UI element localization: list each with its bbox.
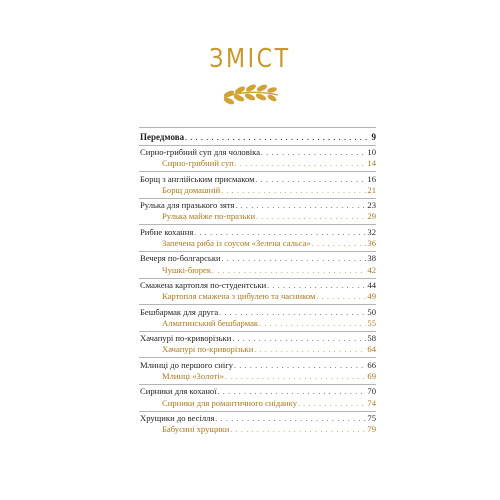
toc-row-recipe[interactable] xyxy=(140,290,376,303)
toc-title: Сирники для коханої xyxy=(140,386,217,397)
toc-title: Картопля смажена з цибулею та часником xyxy=(162,291,316,302)
entry-divider xyxy=(139,198,376,199)
leader-dots xyxy=(185,132,370,145)
toc-title: Млинці «Золоті» xyxy=(162,371,224,381)
toc-page: 10 xyxy=(367,147,376,157)
toc-title: Сирно-грибний суп xyxy=(162,158,234,169)
toc-page: 36 xyxy=(367,238,376,248)
toc-page: 55 xyxy=(367,317,376,328)
toc-page: 14 xyxy=(367,158,376,169)
toc-title: Сирно-грибний суп для чоловіка xyxy=(140,147,261,157)
contents-heading: ЗМІСТ xyxy=(209,44,291,74)
leader-dots xyxy=(256,211,366,224)
leader-dots xyxy=(259,318,366,331)
leader-dots xyxy=(230,424,366,437)
toc-title: Борщ з англійським присмаком xyxy=(140,173,255,184)
toc-page: 16 xyxy=(367,173,376,184)
toc-title: Млинці до першого снігу xyxy=(140,359,234,370)
toc-page: 64 xyxy=(367,344,376,355)
toc-title: Борщ домашній xyxy=(162,184,221,195)
leader-dots xyxy=(225,371,366,384)
leader-dots xyxy=(235,158,367,171)
toc-title: Бешбармак для друга xyxy=(140,306,219,317)
toc-page: 32 xyxy=(367,226,376,237)
toc-title: Вечеря по-болгарськи xyxy=(140,253,221,264)
entry-divider xyxy=(139,278,376,279)
entry-divider xyxy=(139,304,376,305)
toc-page: 79 xyxy=(367,424,376,435)
entry-divider xyxy=(139,411,376,412)
toc-page: 42 xyxy=(367,264,376,275)
toc-page: 49 xyxy=(367,291,376,302)
entry-divider xyxy=(139,384,376,385)
toc-page: 75 xyxy=(367,413,376,423)
toc-row-recipe[interactable] xyxy=(140,397,376,410)
toc-title: Хачапурі по-криворізьки xyxy=(140,333,232,344)
toc-row-recipe[interactable] xyxy=(140,343,376,356)
entry-divider xyxy=(139,251,376,252)
toc-page: 58 xyxy=(367,333,376,344)
toc-row-recipe[interactable] xyxy=(140,423,376,436)
toc-page: 21 xyxy=(367,184,376,195)
toc-page: 29 xyxy=(367,211,376,222)
laurel-branch-icon xyxy=(216,82,284,108)
leader-dots xyxy=(221,185,366,198)
toc-row-recipe[interactable] xyxy=(140,264,376,277)
toc-row-recipe[interactable] xyxy=(140,157,376,170)
toc-title: Рибне кохання xyxy=(140,226,194,237)
toc-page: 38 xyxy=(367,253,376,264)
entry-divider xyxy=(139,331,376,332)
entry-divider xyxy=(139,145,376,146)
toc-title: Алматинський бешбармак xyxy=(162,317,259,328)
toc-page: 69 xyxy=(367,371,376,381)
leader-dots xyxy=(312,238,367,251)
entry-divider xyxy=(139,357,376,358)
entry-divider xyxy=(139,224,376,225)
leader-dots xyxy=(316,291,366,304)
toc-title: Передмова xyxy=(140,132,185,142)
leader-dots xyxy=(254,344,366,357)
toc-title: Хачапурі по-криворізьки xyxy=(162,344,254,355)
toc-title: Смажена картопля по-студентськи xyxy=(140,280,267,290)
toc-page: 23 xyxy=(367,200,376,211)
toc-row-recipe[interactable] xyxy=(140,237,376,250)
toc-page: 9 xyxy=(371,132,376,142)
top-divider xyxy=(139,127,376,128)
toc-title: Рулька для празького зятя xyxy=(140,200,235,211)
toc-page: 74 xyxy=(367,397,376,408)
toc-page: 44 xyxy=(367,280,376,290)
toc-title: Сирники для романтичного сніданку xyxy=(162,397,297,408)
toc-row-recipe[interactable] xyxy=(140,210,376,223)
leader-dots xyxy=(212,265,366,278)
toc-row-recipe[interactable] xyxy=(140,184,376,197)
toc-page: 66 xyxy=(367,359,376,370)
toc-title: Бабусині хрущики xyxy=(162,424,230,435)
leader-dots xyxy=(298,398,366,411)
toc-title: Чушкі-бюрек xyxy=(162,264,212,275)
toc-row-preface[interactable] xyxy=(140,131,376,144)
entry-divider xyxy=(139,171,376,172)
toc-row-recipe[interactable] xyxy=(140,317,376,330)
toc-title: Хрущики до весілля xyxy=(140,413,215,423)
toc-page: 50 xyxy=(367,306,376,317)
toc-title: Запечена риба із соусом «Зелена сальса» xyxy=(162,238,311,248)
toc-page: 70 xyxy=(367,386,376,397)
toc-row-recipe[interactable] xyxy=(140,370,376,383)
toc-title: Рулька майже по-празьки xyxy=(162,211,256,222)
